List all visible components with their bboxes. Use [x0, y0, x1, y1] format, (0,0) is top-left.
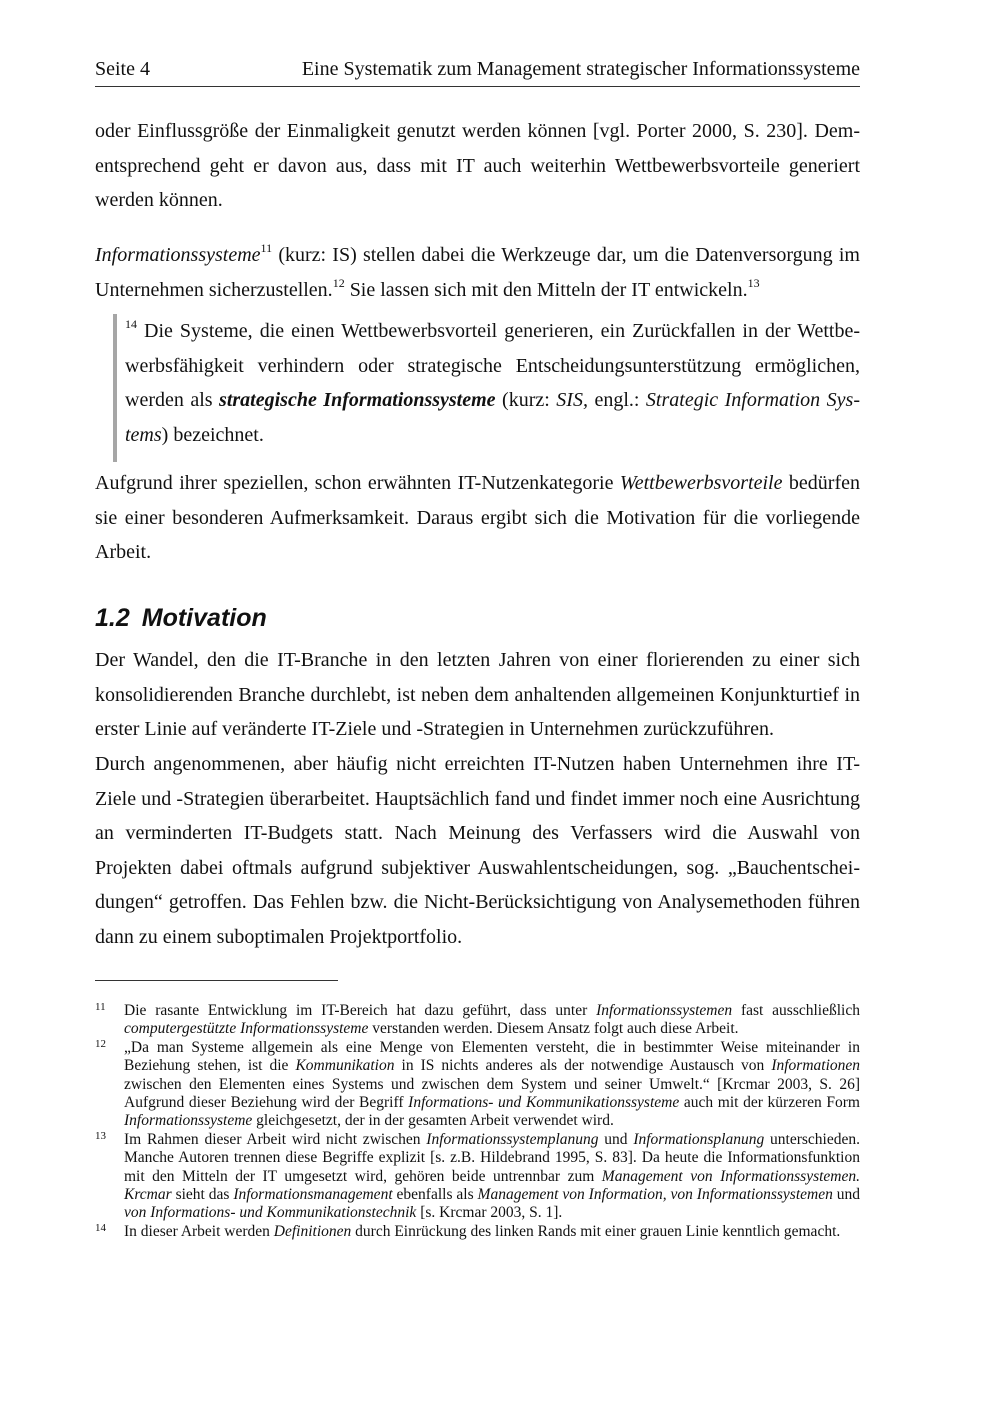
term-english: Strategic Information Systems	[125, 389, 860, 446]
section-heading	[95, 604, 267, 633]
section-number: 1.2	[95, 604, 130, 632]
footnote-ref-13[interactable]: 13	[747, 275, 760, 290]
paragraph-1	[95, 114, 860, 218]
footnote-italic: Kommunikation	[295, 1057, 395, 1075]
definition-block	[95, 314, 860, 462]
footnote-italic: Informationssystemplanung	[426, 1130, 599, 1148]
footnotes	[95, 1002, 860, 1241]
footnote-text: Die rasante Entwicklung im IT-Bereich hat dazu geführt, dass unter	[124, 1002, 597, 1019]
footnote-text: sieht das	[171, 1186, 234, 1204]
footnote-number: 14	[95, 1221, 106, 1234]
term-sis: SIS,	[556, 389, 588, 411]
footnote-text: und	[598, 1130, 634, 1148]
page-number: Seite 4	[95, 58, 150, 80]
footnote-11	[95, 1002, 860, 1039]
footnote-italic: Management von Information, von Informationssystemen	[477, 1186, 833, 1204]
footnote-number: 13	[95, 1129, 106, 1142]
footnote-ref-14[interactable]: 14	[125, 317, 137, 331]
definition-text-2: (kurz:	[495, 389, 557, 411]
paragraph-4-text-2: bedürfen sie einer besonderen Aufmerksamkeit. Daraus ergibt sich die Motivation für die vorliegende Arbeit.	[95, 472, 860, 563]
footnote-text: „Da man Systeme allgemein als eine Menge von Elementen versteht, die in bestimmter Weise miteinander in Beziehung stehen, ist die	[124, 1038, 860, 1075]
paragraph-1-text: oder Einflussgröße der Einmaligkeit genutzt werden können [vgl. Porter 2000, S. 230]. Dementsprechend geht er davon aus, dass mit IT auch weiterhin Wettbewerbsvorteile generiert werden können.	[95, 120, 860, 211]
term-informationssysteme: Informationssysteme	[95, 244, 261, 266]
paragraph-2	[95, 238, 860, 307]
footnote-separator	[95, 980, 338, 981]
term-wettbewerbsvorteile: Wettbewerbsvorteile	[619, 472, 783, 494]
paragraph-2-text-2: Sie lassen sich mit den Mitteln der IT entwickeln.	[344, 278, 748, 301]
footnote-number: 12	[95, 1037, 106, 1050]
footnote-italic: Informations- und Kommunikationssysteme	[408, 1094, 680, 1112]
footnote-text: fast ausschließlich	[732, 1002, 860, 1019]
definition-text	[125, 314, 860, 452]
footnote-text: unterschieden. Manche Autoren trennen diese Begriffe explizit [s. z.B. Hildebrand 1995, S. 83]. Da heute die Informationsfunktion mit den Mitteln der IT umgesetzt wird, gehören beide untrennbar zum	[124, 1130, 860, 1185]
footnote-text: Im Rahmen dieser Arbeit wird nicht zwischen	[124, 1130, 427, 1148]
footnote-ref-11[interactable]: 11	[260, 241, 273, 255]
footnote-italic: Informationen	[771, 1057, 860, 1075]
footnote-italic: computergestützte Informationssysteme	[124, 1020, 369, 1038]
footnote-text: verstanden werden. Diesem Ansatz folgt auch diese Arbeit.	[368, 1020, 739, 1038]
definition-text-1: Die Systeme, die einen Wettbewerbsvorteil generieren, ein Zurückfallen in der Wettbewerbsfähigkeit verhindern oder strategische Entscheidungsunterstützung ermöglichen, werden als	[125, 320, 860, 411]
footnote-italic: Informationssysteme	[124, 1112, 253, 1130]
footnote-text: [s. Krcmar 2003, S. 1].	[416, 1204, 563, 1222]
footnote-italic: Definitionen	[273, 1222, 352, 1240]
footnote-italic: von Informations- und Kommunikationstechnik	[124, 1204, 417, 1222]
paragraph-5	[95, 643, 860, 747]
footnote-italic: Informationssystemen	[596, 1002, 733, 1019]
footnote-text: ebenfalls als	[392, 1186, 478, 1204]
footnote-italic: Informationsmanagement	[233, 1186, 393, 1204]
paragraph-5-text: Der Wandel, den die IT-Branche in den letzten Jahren von einer florierenden zu einer sich konsolidierenden Branche durchlebt, ist neben dem anhaltenden allgemeinen Konjunkturtief in erster Linie auf veränderte IT-Ziele und -Strategien in Unternehmen zurückzuführen.	[95, 649, 860, 740]
page-header	[95, 58, 860, 87]
footnote-text: durch Einrückung des linken Rands mit einer grauen Linie kenntlich gemacht.	[351, 1222, 841, 1240]
footnote-number: 11	[95, 1001, 106, 1013]
footnote-text: auch mit der kürzeren Form	[679, 1094, 860, 1112]
term-strategische-is: strategische Informationssysteme	[219, 389, 496, 411]
footnote-italic: Informationsplanung	[633, 1130, 765, 1148]
definition-bar	[113, 314, 117, 462]
paragraph-2-text-1: (kurz: IS) stellen dabei die Werkzeuge dar, um die Datenversorgung im Unternehmen sicherzustellen.	[95, 244, 860, 301]
paragraph-6	[95, 747, 860, 954]
paragraph-6-text: Durch angenommenen, aber häufig nicht erreichten IT-Nutzen haben Unternehmen ihre IT-Ziele und -Strategien überarbeitet. Hauptsächlich fand und findet immer noch eine Ausrichtung an verminderten IT-Budgets statt. Nach Meinung des Verfassers wird die Auswahl von Projekten dabei oftmals aufgrund subjektiver Auswahlentscheidungen, sog. „Bauchentscheidungen“ getroffen. Das Fehlen bzw. die Nicht-Berücksichtigung von Analysemethoden führen dann zu einem suboptimalen Projektportfolio.	[95, 753, 860, 948]
footnote-italic: Management von Informationssystemen. Krcmar	[124, 1167, 861, 1204]
paragraph-4-text-1: Aufgrund ihrer speziellen, schon erwähnten IT-Nutzenkategorie	[95, 472, 620, 494]
section-title: Motivation	[141, 604, 267, 632]
definition-text-4: ) bezeichnet.	[161, 423, 264, 446]
footnote-text: in IS nichts anderes als der notwendige Austausch von	[394, 1057, 772, 1075]
footnote-text: gleichgesetzt, der in der gesamten Arbeit verwendet wird.	[252, 1112, 614, 1130]
running-title: Eine Systematik zum Management strategischer Informationssysteme	[301, 58, 860, 80]
footnote-text: In dieser Arbeit werden	[124, 1222, 274, 1240]
definition-text-3: engl.:	[587, 389, 646, 411]
footnote-14	[95, 1223, 860, 1241]
footnote-13	[95, 1131, 860, 1223]
footnote-text: zwischen den Elementen eines Systems und zwischen dem System und seiner Umwelt.“ [Krcmar 2003, S. 26] Aufgrund dieser Beziehung wird der Begriff	[124, 1075, 860, 1112]
footnote-12	[95, 1039, 860, 1131]
footnote-ref-12[interactable]: 12	[332, 275, 345, 290]
paragraph-4	[95, 466, 860, 570]
footnote-text: und	[832, 1186, 861, 1204]
